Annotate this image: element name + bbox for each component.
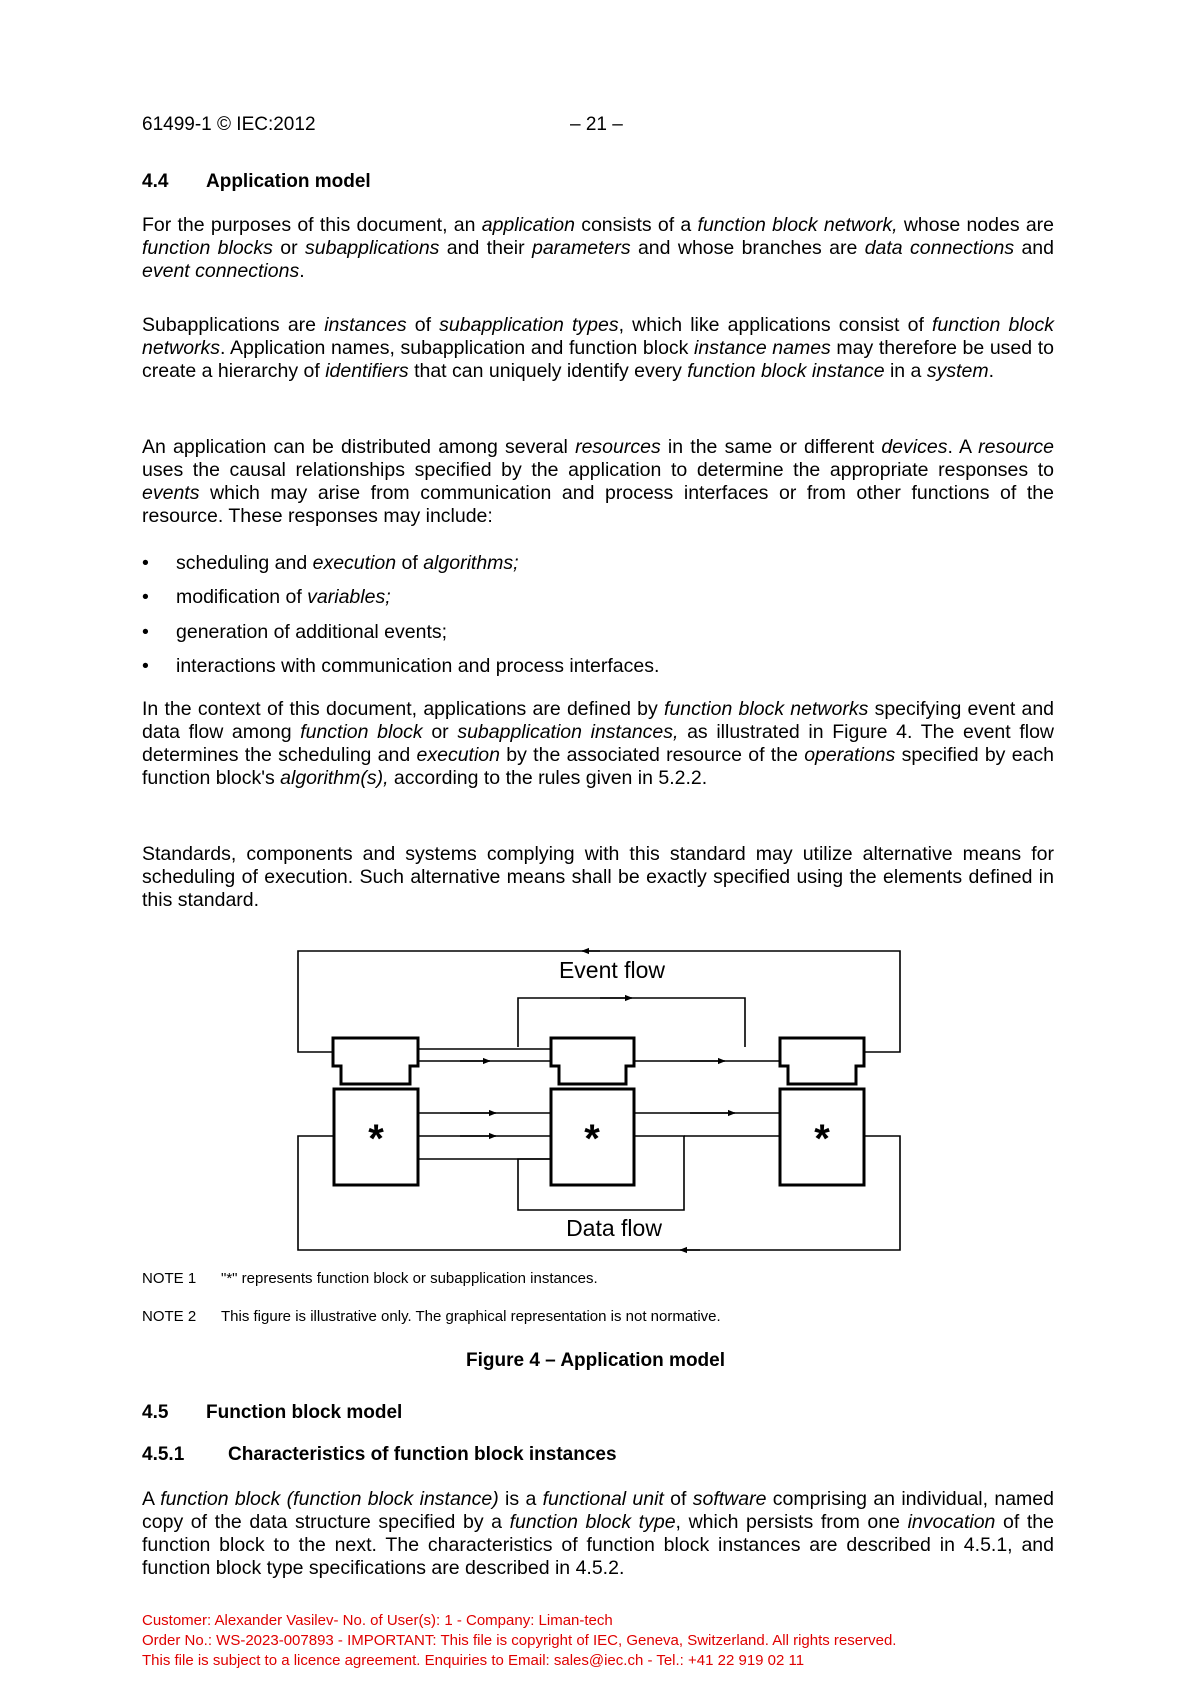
block-symbol: * — [584, 1117, 600, 1161]
section-4-4-heading — [142, 171, 371, 193]
section-number: 4.5 — [142, 1402, 169, 1423]
bullet-dot: • — [142, 586, 149, 608]
footer-license-line-3: This file is subject to a licence agreement. Enquiries to Email: sales@iec.ch - Tel.: +41 22 919 02 11 — [142, 1652, 805, 1669]
paragraph-subapplications: Subapplications are instances of subapplication types, which like applications consist of function block networks. Application names, subapplication and function block instance names may therefore be used to create a hierarchy of identifiers that can uniquely identify every function block instance in a system. — [142, 314, 1054, 382]
section-title: Characteristics of function block instances — [228, 1444, 617, 1465]
bullet-dot: • — [142, 552, 149, 574]
bullet-text: scheduling and execution of algorithms; — [176, 552, 519, 574]
function-block-3 — [780, 1038, 864, 1185]
bullet-dot: • — [142, 655, 149, 677]
header-page-number: – 21 – — [570, 114, 623, 135]
section-title: Application model — [206, 171, 371, 192]
note-text: "*" represents function block or subapplication instances. — [221, 1270, 598, 1287]
paragraph-function-block-definition: A function block (function block instance) is a functional unit of software comprising an individual, named copy of the data structure specified by a function block type, which persists from one invocation of the function block to the next. The characteristics of function block instances are described in 4.5.1, and function block type specifications are described in 4.5.2. — [142, 1488, 1054, 1579]
note-text: This figure is illustrative only. The graphical representation is not normative. — [221, 1308, 721, 1325]
paragraph-standards: Standards, components and systems complying with this standard may utilize alternative means for scheduling of execution. Such alternative means shall be exactly specified using the elements defined in this standard. — [142, 843, 1054, 911]
paragraph-distribution: An application can be distributed among several resources in the same or different devices. A resource uses the causal relationships specified by the application to determine the appropriate responses to events which may arise from communication and process interfaces or from other functions of the resource. These responses may include: — [142, 436, 1055, 527]
section-title: Function block model — [206, 1402, 403, 1423]
block-symbol: * — [368, 1117, 384, 1161]
bullet-text: interactions with communication and process interfaces. — [176, 655, 660, 677]
header-document-id: 61499-1 © IEC:2012 — [142, 114, 316, 135]
figure-note-2 — [142, 1308, 721, 1325]
event-flow-label: Event flow — [558, 957, 666, 983]
bullet-text: modification of variables; — [176, 586, 391, 608]
bullet-text: generation of additional events; — [176, 621, 448, 643]
data-flow-label: Data flow — [566, 1215, 662, 1241]
bullet-dot: • — [142, 621, 149, 643]
function-block-header — [780, 1038, 864, 1084]
section-4-5-1-heading — [142, 1444, 617, 1466]
function-block-header — [333, 1038, 418, 1084]
figure-note-1 — [142, 1270, 598, 1287]
function-block-1 — [333, 1038, 418, 1185]
block-symbol: * — [814, 1117, 830, 1161]
section-number: 4.5.1 — [142, 1444, 185, 1465]
footer-license-line-1: Customer: Alexander Vasilev- No. of User(s): 1 - Company: Liman-tech — [142, 1612, 613, 1629]
function-block-header — [551, 1038, 634, 1084]
figure-caption: Figure 4 – Application model — [466, 1350, 725, 1371]
note-label: NOTE 1 — [142, 1270, 197, 1287]
section-number: 4.4 — [142, 171, 169, 192]
paragraph-context: In the context of this document, applications are defined by function block networks specifying event and data flow among function block or subapplication instances, as illustrated in Figure 4. The event flow determines the scheduling and execution by the associated resource of the operations specified by each function block's algorithm(s), according to the rules given in 5.2.2. — [142, 698, 1055, 789]
section-4-5-heading — [142, 1402, 402, 1424]
paragraph-application-definition: For the purposes of this document, an application consists of a function block network, whose nodes are function blocks or subapplications and their parameters and whose branches are data connections and event connections. — [142, 214, 1055, 282]
application-model-diagram — [290, 942, 906, 1260]
footer-license-line-2: Order No.: WS-2023-007893 - IMPORTANT: This file is copyright of IEC, Geneva, Switzerland. All rights reserved. — [142, 1632, 897, 1649]
note-label: NOTE 2 — [142, 1308, 197, 1325]
function-block-2 — [551, 1038, 634, 1185]
